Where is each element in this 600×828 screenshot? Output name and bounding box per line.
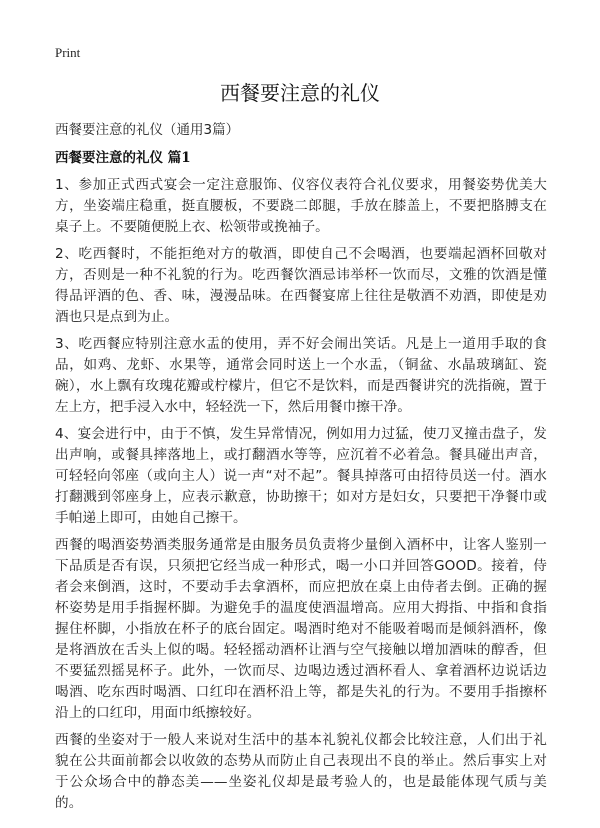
paragraph-rule-3: 3、吃西餐应特别注意水盂的使用，弄不好会闹出笑话。凡是上一道用手取的食品，如鸡、龙虾、水果等，通常会同时送上一个水盂，（铜盆、水晶玻璃缸、瓷碗），水上飘有玫瑰花瓣或柠檬片，但它不是饮料，而是西餐讲究的洗指碗，置于左上方，把手浸入水中，轻轻洗一下，然后用餐巾擦干净。 xyxy=(55,336,547,415)
paragraph-rule-1: 1、参加正式西式宴会一定注意服饰、仪容仪表符合礼仪要求，用餐姿势优美大方，坐姿端庄稳重，挺直腰板，不要跷二郎腿，手放在膝盖上，不要把胳膊支在桌子上。不要随便脱上衣、松领带或挽袖子。 xyxy=(55,177,547,235)
paragraph-rule-2: 2、吃西餐时，不能拒绝对方的敬酒，即使自己不会喝酒，也要端起酒杯回敬对方，否则是一种不礼貌的行为。吃西餐饮酒忌讳举杯一饮而尽，文雅的饮酒是懂得品评酒的色、香、味，漫漫品味。在西餐宴席上往往是敬酒不劝酒，即使是劝酒也只是点到为止。 xyxy=(55,246,547,325)
print-link[interactable]: Print xyxy=(55,45,81,60)
document-body xyxy=(55,175,547,820)
paragraph-rule-4: 4、宴会进行中，由于不慎，发生异常情况，例如用力过猛，使刀叉撞击盘子，发出声响，或餐具摔落地上，或打翻酒水等等，应沉着不必着急。餐具碰出声音，可轻轻向邻座（或向主人）说一声“对不起”。餐具掉落可由招待员送一付。酒水打翻溅到邻座身上，应表示歉意，协助擦干；如对方是妇女，只要把干净餐巾或手帕递上即可，由她自己擦干。 xyxy=(55,426,547,526)
section-heading: 西餐要注意的礼仪 篇1 xyxy=(55,150,191,166)
paragraph-wine-etiquette: 西餐的喝酒姿势酒类服务通常是由服务员负责将少量倒入酒杯中，让客人鉴别一下品质是否有误，只须把它经当成一种形式，喝一小口并回答GOOD。接着，侍者会来倒酒，这时，不要动手去拿酒杯，而应把放在桌上由侍者去倒。正确的握杯姿势是用手指握杯脚。为避免手的温度使酒温增高。应用大拇指、中指和食指握住杯脚，小指放在杯子的底台固定。喝酒时绝对不能吸着喝而是倾斜酒杯，像是将酒放在舌头上似的喝。轻轻摇动酒杯让酒与空气接触以增加酒味的醇香，但不要猛烈摇晃杯子。此外，一饮而尽、边喝边透过酒杯看人、拿着酒杯边说话边喝酒、吃东西时喝酒、口红印在酒杯沿上等，都是失礼的行为。不要用手指擦杯沿上的口红印，用面巾纸擦较好。 xyxy=(55,537,547,721)
page-title: 西餐要注意的礼仪 xyxy=(220,81,380,105)
document-subtitle: 西餐要注意的礼仪（通用3篇） xyxy=(55,122,240,138)
paragraph-sitting-posture: 西餐的坐姿对于一般人来说对生活中的基本礼貌礼仪都会比较注意，人们出于礼貌在公共面前都会以收敛的态势从而防止自己表现出不良的举止。然后事实上对于公众场合中的静态美——坐姿礼仪却是最考验人的，也是最能体现气质与美的。 xyxy=(55,732,547,811)
